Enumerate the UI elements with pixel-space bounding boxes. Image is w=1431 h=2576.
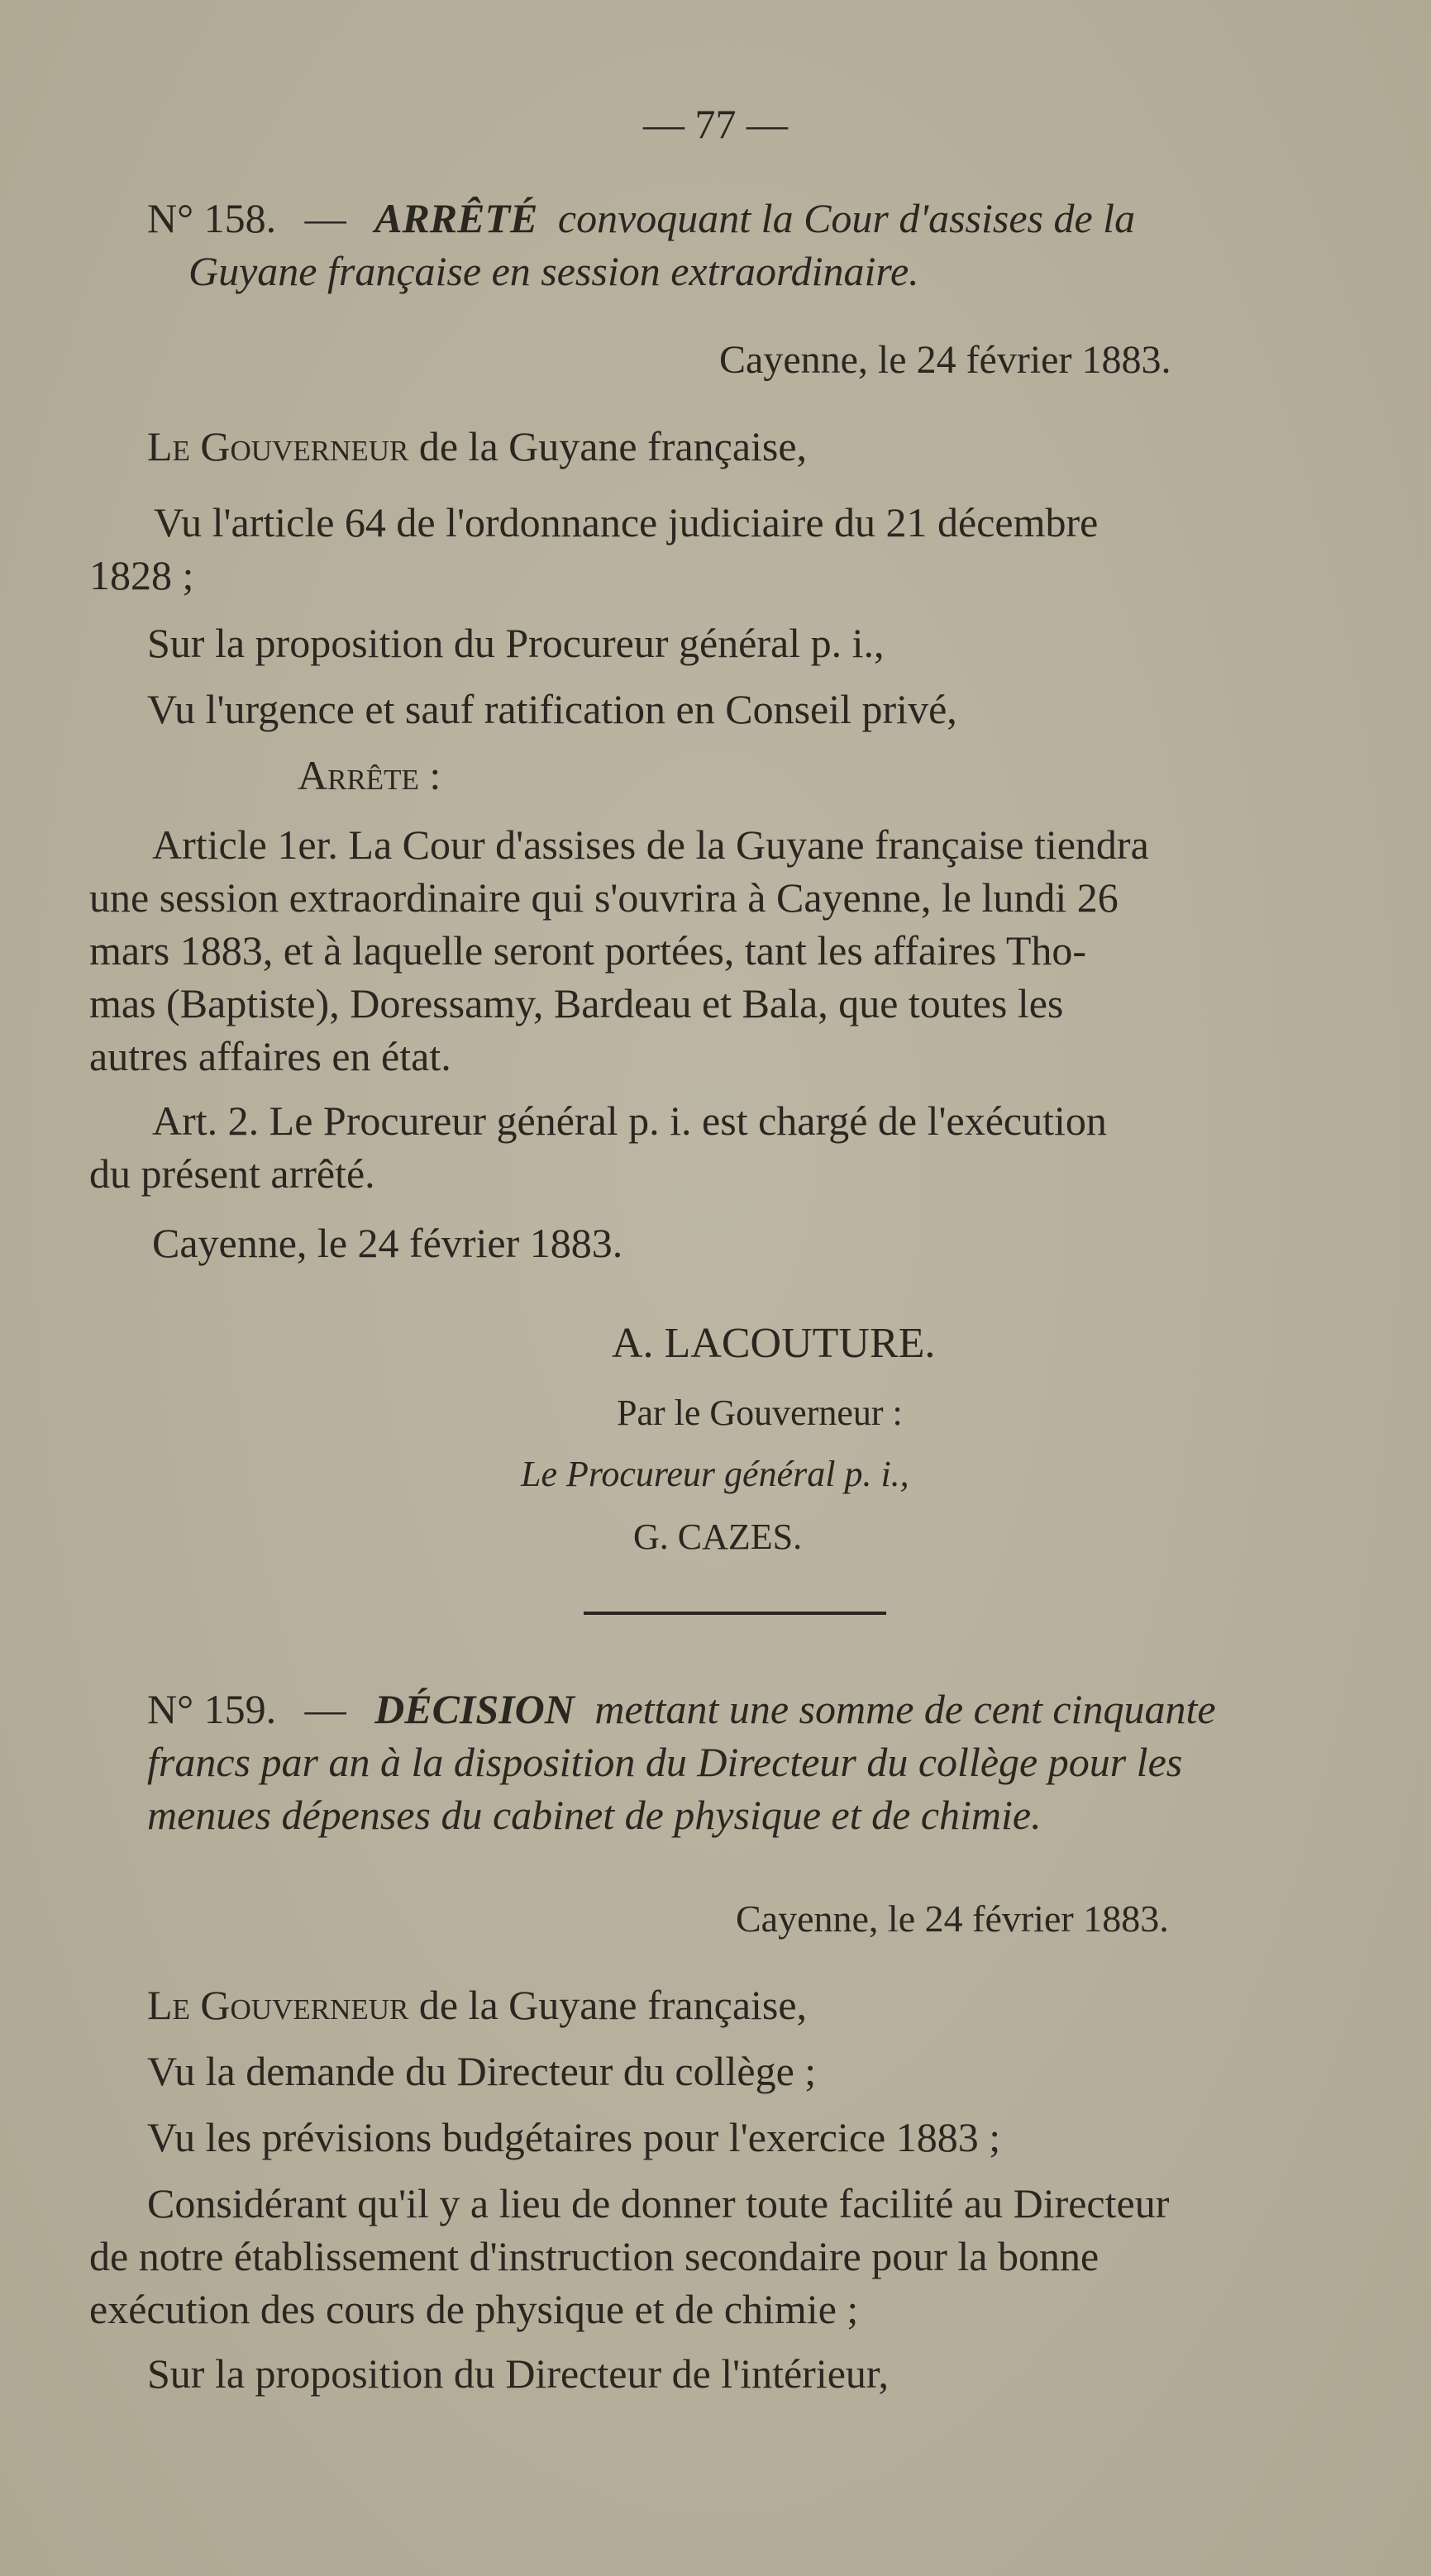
decision-title: mettant une somme de cent cinquante (594, 1686, 1216, 1732)
decision-159-heading (89, 1683, 1354, 1841)
article-1-line3: mars 1883, et à laquelle seront portées, tant les affaires Tho- (89, 927, 1087, 974)
governor-prefix: Le Gouverneur (147, 423, 409, 469)
procureur-name: G. CAZES. (633, 1517, 803, 1557)
signatory-name: A. LACOUTURE. (612, 1320, 936, 1367)
decree-dateline: Cayenne, le 24 février 1883. (719, 338, 1171, 382)
article-2-line1: Art. 2. Le Procureur général p. i. est chargé de l'exécution (152, 1098, 1107, 1144)
demande-line: Vu la demande du Directeur du collège ; (147, 2048, 817, 2094)
decree-158-heading (147, 192, 1354, 298)
governor-rest: de la Guyane française, (418, 1982, 808, 2028)
proposition-line: Sur la proposition du Procureur général p. i., (147, 620, 885, 666)
by-governor: Par le Gouverneur : (617, 1393, 903, 1433)
closing-date: Cayenne, le 24 février 1883. (152, 1220, 623, 1266)
article-1-line1: Article 1er. La Cour d'assises de la Guyane française tiendra (152, 821, 1149, 868)
governor-prefix: Le Gouverneur (147, 1982, 409, 2028)
previsions-line: Vu les prévisions budgétaires pour l'exercice 1883 ; (147, 2114, 1001, 2160)
heading-dash: — (304, 1686, 346, 1732)
governor-rest: de la Guyane française, (418, 423, 808, 469)
considerant-line1: Considérant qu'il y a lieu de donner toute facilité au Directeur (147, 2180, 1170, 2226)
decision-number: N° 159. (147, 1686, 277, 1732)
procureur-title: Le Procureur général p. i., (521, 1454, 909, 1494)
article-1-line5: autres affaires en état. (89, 1033, 451, 1079)
urgence-line: Vu l'urgence et sauf ratification en Conseil privé, (147, 686, 957, 732)
article-1-line2: une session extraordinaire qui s'ouvrira à Cayenne, le lundi 26 (89, 874, 1119, 921)
decision-governor-line (89, 1978, 1354, 2031)
decree-number: N° 158. (147, 195, 277, 241)
decision-title-line2: francs par an à la disposition du Directeur du collège pour les (147, 1739, 1183, 1785)
arrete-label: Arrête : (298, 752, 441, 798)
considerant-line3: exécution des cours de physique et de chimie ; (89, 2286, 859, 2332)
article-1-line4: mas (Baptiste), Doressamy, Bardeau et Bala, que toutes les (89, 980, 1064, 1026)
decision-title-line3: menues dépenses du cabinet de physique et de chimie. (147, 1792, 1042, 1838)
decree-kind: ARRÊTÉ (374, 195, 538, 241)
directeur-interieur-line: Sur la proposition du Directeur de l'intérieur, (147, 2350, 890, 2397)
section-divider (584, 1612, 886, 1615)
decision-kind: DÉCISION (374, 1686, 575, 1732)
decree-title: convoquant la Cour d'assises de la (557, 195, 1136, 241)
governor-line (147, 420, 1354, 473)
article-2-line2: du présent arrêté. (89, 1150, 375, 1197)
page-number: — 77 — (643, 101, 788, 147)
heading-dash: — (304, 195, 346, 241)
decree-title-line2: Guyane française en session extraordinaire. (188, 248, 919, 294)
decision-dateline: Cayenne, le 24 février 1883. (736, 1897, 1169, 1940)
vu-article-line1: Vu l'article 64 de l'ordonnance judiciaire du 21 décembre (154, 499, 1099, 545)
considerant-line2: de notre établissement d'instruction secondaire pour la bonne (89, 2233, 1099, 2279)
vu-article-line2: 1828 ; (89, 552, 194, 598)
